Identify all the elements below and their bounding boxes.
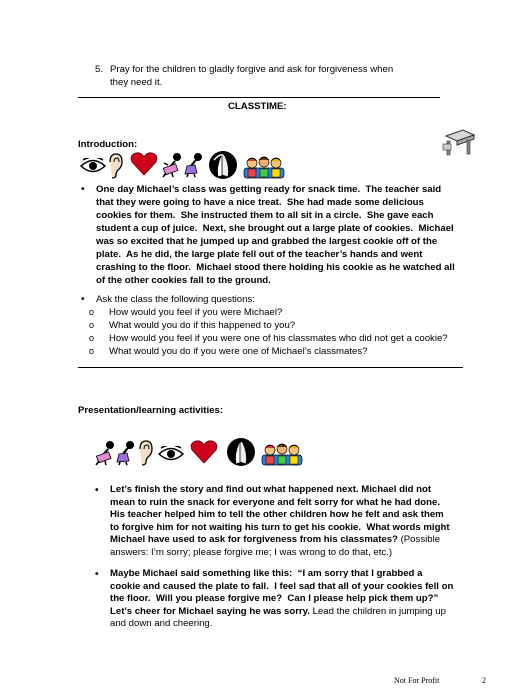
- presentation-heading: Presentation/learning activities:: [78, 405, 224, 416]
- story-line: that they were going to have a nice treat. She had made some delicious: [96, 197, 424, 208]
- story-line: was so excited that he jumped up and grabbed the largest cookie off of the: [96, 236, 438, 247]
- sub-bullet: o: [89, 333, 95, 343]
- story-line: student a cup of juice. Next, she brought out a large plate of cookies. Michael: [96, 223, 454, 234]
- story-continue-line: Let’s finish the story and find out what happened next. Michael did not: [110, 484, 432, 495]
- story-continue-line: Michael have used to ask for forgiveness from his classmates? (Possible: [110, 534, 441, 545]
- sub-bullet: o: [89, 320, 95, 330]
- prayer-item-line2: they need it.: [110, 77, 163, 88]
- apology-line: the floor. Will you please forgive me? Can I please help pick them up?”: [110, 593, 439, 604]
- continue-story-text: [110, 484, 450, 559]
- question-text: How would you feel if you were one of his classmates who did not get a cookie?: [109, 333, 448, 344]
- possible-answers-intro: (Possible: [397, 534, 441, 545]
- apology-line: cookie and caused the plate to fall. I feel sad that all of your cookies fell on: [110, 580, 454, 592]
- boy-icon: [161, 152, 183, 178]
- question-text: How would you feel if you were Michael?: [109, 307, 283, 318]
- girl-icon: [114, 440, 136, 466]
- introduction-story: [96, 183, 455, 287]
- heart-icon: [190, 440, 218, 464]
- possible-answers-line: answers: I’m sorry; please forgive me; I was wrong to do that, etc.): [110, 546, 393, 558]
- school-desk-icon: [441, 128, 479, 158]
- sub-bullet: o: [89, 307, 95, 317]
- story-continue-line: mean to ruin the snack for everyone and felt sorry for what he had done.: [110, 496, 440, 508]
- question-text: What would you do if you were one of Michael’s classmates?: [109, 346, 368, 357]
- apology-line: Maybe Michael said something like this: “I am sorry that I grabbed a: [110, 568, 423, 579]
- children-group-icon: [260, 442, 304, 466]
- story-continue-line: to forgive him for not waiting his turn to get his cookie. What words might: [110, 521, 450, 533]
- cheer-instruction: Lead the children in jumping up: [309, 605, 446, 617]
- question-text: What would you do if this happened to you?: [109, 320, 296, 331]
- eye-icon: [158, 446, 184, 462]
- eye-icon: [80, 158, 106, 174]
- cheer-instruction-line: and down and cheering.: [110, 618, 213, 629]
- praying-hands-icon: [206, 150, 240, 180]
- sub-bullet: o: [89, 346, 95, 356]
- children-group-icon: [242, 155, 286, 179]
- ask-label: Ask the class the following questions:: [96, 294, 255, 305]
- apology-line: Let’s cheer for Michael saying he was sorry. Lead the children in jumping up: [110, 605, 446, 617]
- middle-divider: [78, 367, 463, 368]
- ask-bullet: •: [81, 294, 85, 305]
- classtime-heading: CLASSTIME:: [228, 101, 287, 112]
- page-number: 2: [482, 676, 486, 685]
- praying-hands-icon: [224, 437, 258, 467]
- story-line: cookies for them. She instructed them to all sit in a circle. She gave each: [96, 210, 434, 221]
- heart-icon: [130, 152, 158, 176]
- story-continue-line: His teacher helped him to tell the other children how he felt and ask them: [110, 509, 444, 520]
- continue-story-bullet: •: [95, 485, 99, 496]
- story-line: crashing to the floor. Michael stood there holding his cookie as he watched all: [96, 262, 455, 273]
- story-line: plate. As he did, the large plate fell out of the teacher’s hands and went: [96, 249, 423, 260]
- story-line: of the other cookies fall to the ground.: [96, 275, 271, 286]
- top-divider: [78, 97, 440, 98]
- story-line: One day Michael’s class was getting ready for snack time. The teacher said: [96, 184, 442, 195]
- ear-icon: [106, 153, 124, 179]
- prayer-item-line1: Pray for the children to gladly forgive and ask for forgiveness when: [110, 64, 394, 75]
- story-bullet: •: [81, 184, 85, 195]
- apology-text: [110, 568, 453, 631]
- ear-icon: [136, 440, 154, 466]
- apology-bullet: •: [95, 569, 99, 580]
- prayer-item-number: 5.: [95, 64, 104, 75]
- boy-icon: [94, 440, 116, 466]
- footer-text: Not For Profit: [394, 676, 440, 685]
- introduction-heading: Introduction:: [78, 139, 138, 150]
- girl-icon: [182, 152, 204, 178]
